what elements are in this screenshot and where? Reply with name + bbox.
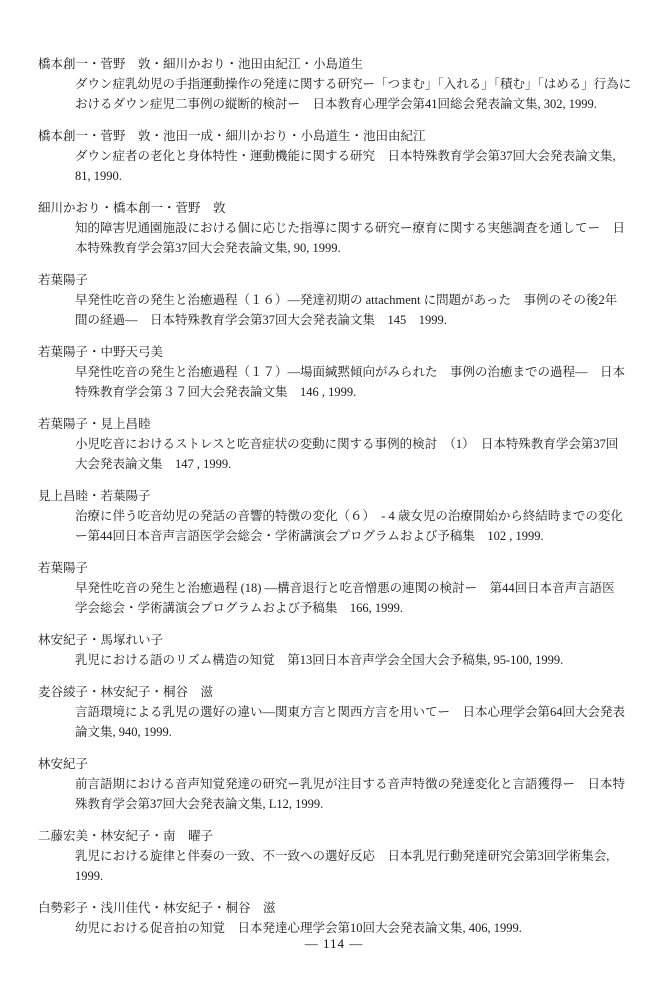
entry-body	[75, 702, 648, 742]
publication-entry	[38, 826, 648, 886]
entry-authors: 若葉陽子・見上昌睦	[38, 417, 151, 431]
publication-entry	[38, 342, 648, 402]
publication-entry	[38, 270, 648, 330]
entry-authors: 細川かおり・橋本創一・菅野 敦	[38, 201, 226, 215]
entry-body	[75, 650, 648, 670]
entry-authors: 橋本創一・菅野 敦・池田一成・細川かおり・小島道生・池田由紀江	[38, 129, 426, 143]
entry-body-line: ダウン症乳幼児の手指運動操作の発達に関する研究ー「つまむ」「入れる」「積む」「はめる」行為に	[75, 77, 632, 91]
entry-authors: 二藤宏美・林安紀子・南 曜子	[38, 829, 214, 843]
entry-authors: 若葉陽子	[38, 561, 89, 575]
entry-body-line: 治療に伴う吃音幼児の発話の音響的特徴の変化（６） - 4 歳女児の治療開始から終結時までの変化	[75, 509, 623, 523]
publication-list	[38, 54, 648, 938]
entry-body-line: 早発性吃音の発生と治癒過程（１６）―発達初期の attachment に問題があった 事例のその後2年	[75, 293, 618, 307]
entry-body-line: 乳児における旋律と伴奏の一致、不一致への選好反応 日本乳児行動発達研究会第3回学術集会,	[75, 849, 610, 863]
entry-body	[75, 846, 648, 886]
entry-authors: 見上昌睦・若葉陽子	[38, 489, 151, 503]
entry-body-line: 知的障害児通園施設における個に応じた指導に関する研究ー療育に関する実態調査を通してー 日	[75, 221, 626, 235]
entry-authors: 橋本創一・菅野 敦・細川かおり・池田由紀江・小島道生	[38, 57, 364, 71]
entry-body-line: 大会発表論文集 147 , 1999.	[75, 457, 232, 471]
publication-entry	[38, 898, 648, 938]
publication-entry	[38, 682, 648, 742]
publication-entry	[38, 630, 648, 670]
publication-entry	[38, 54, 648, 114]
entry-authors: 林安紀子・馬塚れい子	[38, 633, 164, 647]
entry-body	[75, 918, 648, 938]
entry-body-line: 早発性吃音の発生と治癒過程 (18) ―構音退行と吃音憎悪の連関の検討ー 第44回日本音声言語医	[75, 581, 615, 595]
entry-body-line: 小児吃音におけるストレスと吃音症状の変動に関する事例的検討 （1） 日本特殊教育学会第37回	[75, 437, 619, 451]
entry-body-line: 学会総会・学術講演会プログラムおよび予稿集 166, 1999.	[75, 601, 404, 615]
entry-authors: 白勢彩子・浅川佳代・林安紀子・桐谷 滋	[38, 901, 276, 915]
entry-body-line: 殊教育学会第37回大会発表論文集, L12, 1999.	[75, 797, 324, 811]
entry-authors: 若葉陽子	[38, 273, 89, 287]
entry-body	[75, 578, 648, 618]
entry-authors: 麦谷綾子・林安紀子・桐谷 滋	[38, 685, 214, 699]
publication-entry	[38, 126, 648, 186]
entry-body	[75, 290, 648, 330]
entry-body-line: 前言語期における音声知覚発達の研究ー乳児が注目する音声特徴の発達変化と言語獲得ー 日本特	[75, 777, 626, 791]
entry-body	[75, 74, 648, 114]
publication-entry	[38, 198, 648, 258]
publication-entry	[38, 414, 648, 474]
entry-body-line: 特殊教育学会第３７回大会発表論文集 146 , 1999.	[75, 385, 357, 399]
entry-body-line: おけるダウン症児二事例の縦断的検討ー 日本教育心理学会第41回総会発表論文集, 302, 1999.	[75, 97, 597, 111]
entry-body-line: ダウン症者の老化と身体特性・運動機能に関する研究 日本特殊教育学会第37回大会発表論文集,	[75, 149, 616, 163]
entry-body-line: 間の経過― 日本特殊教育学会第37回大会発表論文集 145 1999.	[75, 313, 447, 327]
page-number: ― 114 ―	[304, 936, 364, 951]
entry-body-line: 言語環境による乳児の選好の違い―関東方言と関西方言を用いてー 日本心理学会第64回大会発表	[75, 705, 626, 719]
entry-body-line: 1999.	[75, 869, 104, 883]
entry-body-line: 幼児における促音拍の知覚 日本発達心理学会第10回大会発表論文集, 406, 1999.	[75, 921, 522, 935]
publication-list-page	[38, 54, 648, 950]
entry-body	[75, 434, 648, 474]
entry-body-line: 乳児における語のリズム構造の知覚 第13回日本音声学会全国大会予稿集, 95-100, 1999.	[75, 653, 564, 667]
entry-body-line: 81, 1990.	[75, 169, 122, 183]
entry-body	[75, 218, 648, 258]
entry-authors: 若葉陽子・中野天弓美	[38, 345, 164, 359]
publication-entry	[38, 754, 648, 814]
entry-body-line: ー第44回日本音声言語医学会総会・学術講演会プログラムおよび予稿集 102 , 1999.	[75, 529, 544, 543]
publication-entry	[38, 486, 648, 546]
entry-body	[75, 362, 648, 402]
entry-body-line: 論文集, 940, 1999.	[75, 725, 172, 739]
entry-body	[75, 146, 648, 186]
entry-body	[75, 774, 648, 814]
entry-body-line: 本特殊教育学会第37回大会発表論文集, 90, 1999.	[75, 241, 341, 255]
entry-body-line: 早発性吃音の発生と治癒過程（１７）―場面緘黙傾向がみられた 事例の治癒までの過程― 日本	[75, 365, 626, 379]
entry-body	[75, 506, 648, 546]
entry-authors: 林安紀子	[38, 757, 89, 771]
publication-entry	[38, 558, 648, 618]
